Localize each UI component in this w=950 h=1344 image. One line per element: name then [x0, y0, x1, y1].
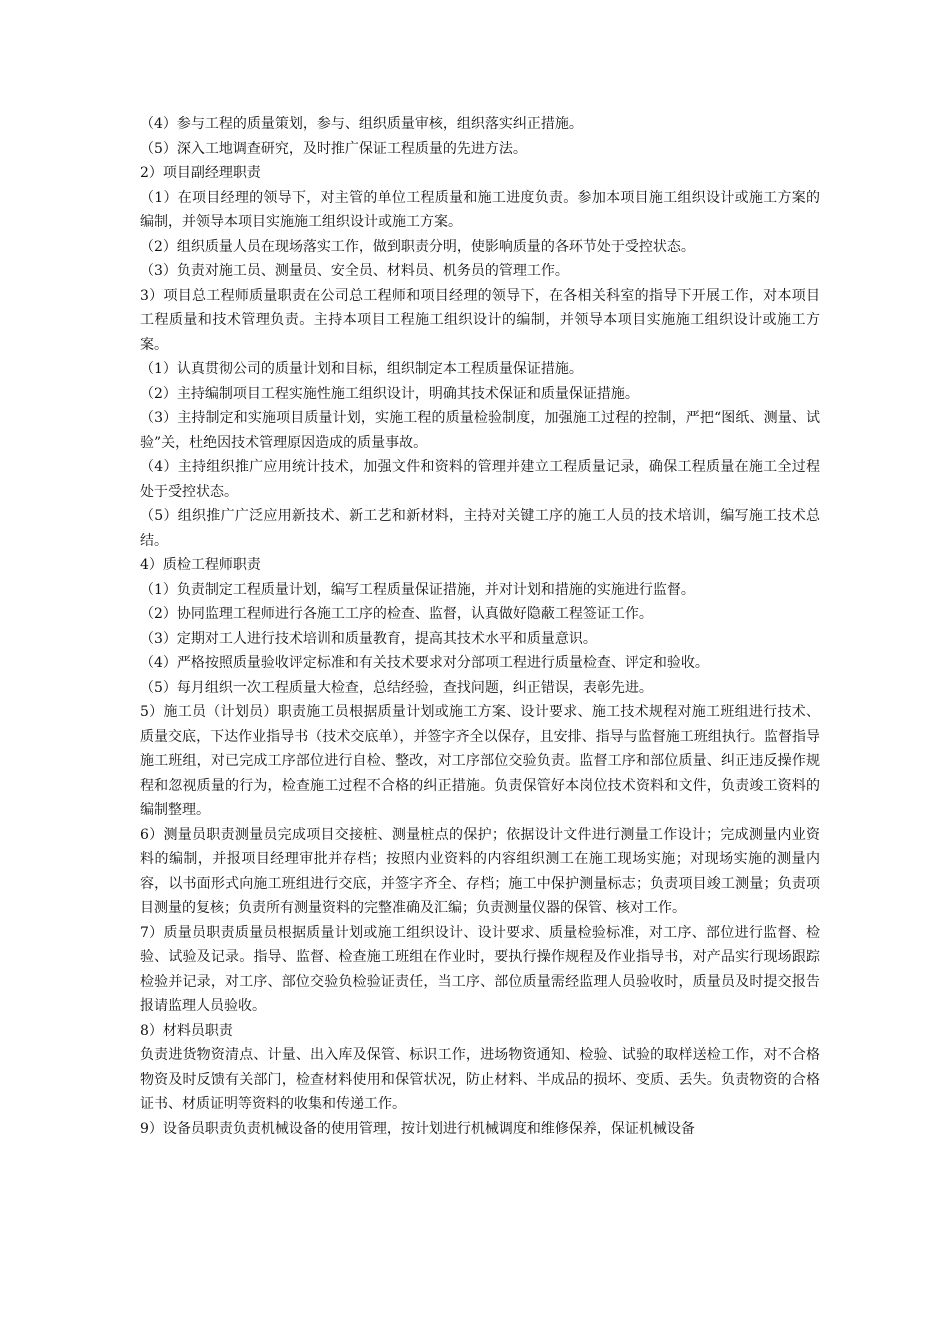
- paragraph-item-2: （2）协同监理工程师进行各施工工序的检查、监督，认真做好隐蔽工程签证工作。: [140, 606, 653, 622]
- paragraph-item-2: （2）主持编制项目工程实施性施工组织设计，明确其技术保证和质量保证措施。: [140, 385, 639, 402]
- section-construction-officer: 5）施工员（计划员）职责施工员根据质量计划或施工方案、设计要求、施工技术规程对施工班组进行技术、质量交底，下达作业指导书（技术交底单），并签字齐全以保存，且安排、指导与监督施工班组执行。监督指导施工班组，对已完成工序部位进行自检、整改，对工序部位交验负责。监督工序和部位质量、纠正违反操作规程和忽视质量的行为，检查施工过程不合格的纠正措施。负责保管好本岗位技术资料和文件，负责竣工资料的编制整理。: [140, 704, 820, 818]
- paragraph-item-4: （4）主持组织推广应用统计技术，加强文件和资料的管理并建立工程质量记录，确保工程质量在施工全过程处于受控状态。: [140, 459, 820, 500]
- paragraph-item-5: （5）深入工地调查研究，及时推广保证工程质量的先进方法。: [140, 140, 527, 157]
- paragraph-item-3: （3）负责对施工员、测量员、安全员、材料员、机务员的管理工作。: [140, 263, 569, 279]
- paragraph-item-5: （5）每月组织一次工程质量大检查，总结经验，查找问题，纠正错误，表彰先进。: [140, 679, 653, 696]
- section-heading-chief-engineer: 3）项目总工程师质量职责在公司总工程师和项目经理的领导下，在各相关科室的指导下开展工作，对本项目工程质量和技术管理负责。主持本项目工程施工组织设计的编制，并领导本项目实施施工组织设计或施工方案。: [140, 287, 820, 353]
- section-equipment-officer: 9）设备员职责负责机械设备的使用管理，按计划进行机械调度和维修保养，保证机械设备: [140, 1120, 695, 1137]
- paragraph-item-1: （1）认真贯彻公司的质量计划和目标，组织制定本工程质量保证措施。: [140, 361, 583, 377]
- paragraph-materials-duties: 负责进货物资清点、计量、出入库及保管、标识工作，进场物资通知、检验、试验的取样送检工作，对不合格物资及时反馈有关部门，检查材料使用和保管状况，防止材料、半成品的损坏、变质、丢失。负责物资的合格证书、材质证明等资料的收集和传递工作。: [140, 1047, 820, 1112]
- document-page: [140, 112, 820, 1141]
- paragraph-item-2: （2）组织质量人员在现场落实工作，做到职责分明，使影响质量的各环节处于受控状态。: [140, 238, 695, 255]
- paragraph-item-3: （3）定期对工人进行技术培训和质量教育，提高其技术水平和质量意识。: [140, 630, 597, 647]
- section-heading-quality-engineer: 4）质检工程师职责: [140, 557, 261, 573]
- section-heading-materials-officer: 8）材料员职责: [140, 1022, 233, 1039]
- paragraph-item-3: （3）主持制定和实施项目质量计划，实施工程的质量检验制度，加强施工过程的控制，严把“图纸、测量、试验”关，杜绝因技术管理原因造成的质量事故。: [140, 410, 820, 451]
- paragraph-item-1: （1）负责制定工程质量计划，编写工程质量保证措施，并对计划和措施的实施进行监督。: [140, 581, 695, 598]
- section-quality-officer: 7）质量员职责质量员根据质量计划或施工组织设计、设计要求、质量检验标准，对工序、部位进行监督、检验、试验及记录。指导、监督、检查施工班组在作业时，要执行操作规程及作业指导书，对产品实行现场跟踪检验并记录，对工序、部位交验负检验证责任，当工序、部位质量需经监理人员验收时，质量员及时提交报告报请监理人员验收。: [140, 924, 820, 1014]
- paragraph-item-4: （4）严格按照质量验收评定标准和有关技术要求对分部项工程进行质量检查、评定和验收。: [140, 655, 709, 671]
- paragraph-item-4: （4）参与工程的质量策划，参与、组织质量审核，组织落实纠正措施。: [140, 116, 583, 132]
- section-surveyor: 6）测量员职责测量员完成项目交接桩、测量桩点的保护；依据设计文件进行测量工作设计；完成测量内业资料的编制，并报项目经理审批并存档；按照内业资料的内容组织测工在施工现场实施；对现场实施的测量内容，以书面形式向施工班组进行交底，并签字齐全、存档；施工中保护测量标志；负责项目竣工测量；负责项目测量的复核；负责所有测量资料的完整准确及汇编；负责测量仪器的保管、核对工作。: [140, 826, 820, 916]
- paragraph-item-5: （5）组织推广广泛应用新技术、新工艺和新材料，主持对关键工序的施工人员的技术培训，编写施工技术总结。: [140, 508, 820, 549]
- section-heading-deputy-manager: 2）项目副经理职责: [140, 165, 261, 181]
- paragraph-item-1: （1）在项目经理的领导下，对主管的单位工程质量和施工进度负责。参加本项目施工组织设计或施工方案的编制，并领导本项目实施施工组织设计或施工方案。: [140, 189, 820, 230]
